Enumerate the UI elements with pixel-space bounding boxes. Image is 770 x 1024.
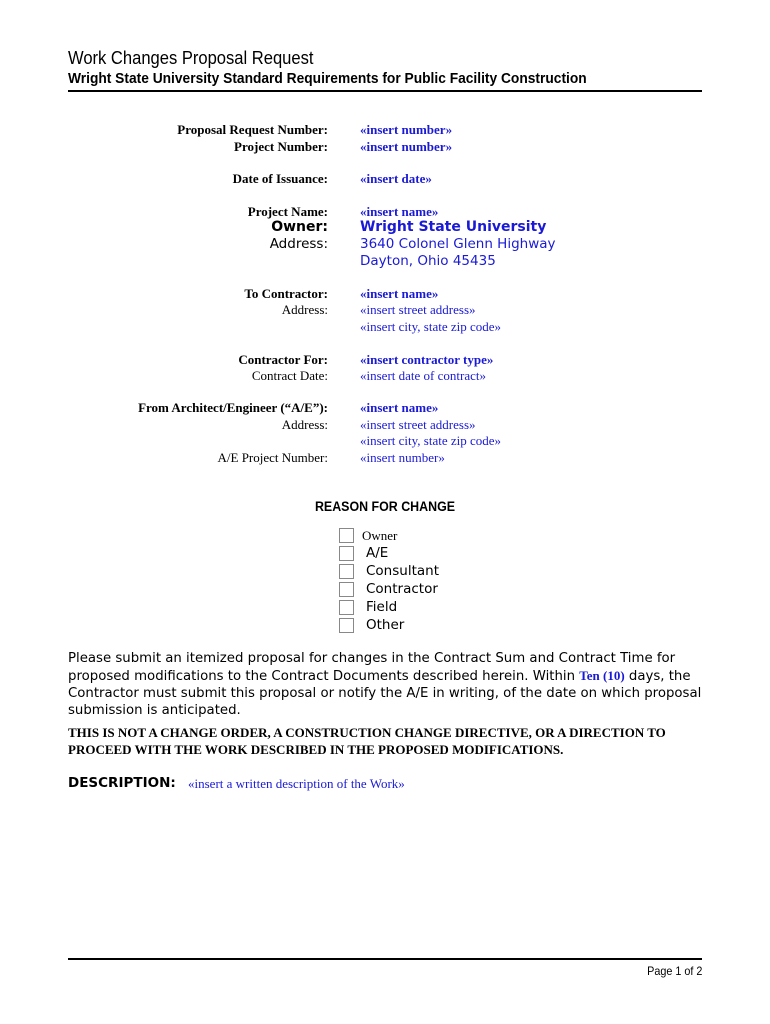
field-label: To Contractor:	[244, 286, 328, 301]
checkbox-label: Other	[366, 617, 405, 633]
checkbox[interactable]	[339, 528, 354, 543]
checkbox-label: Owner	[362, 528, 398, 543]
notice-text: THIS IS NOT A CHANGE ORDER, A CONSTRUCTION CHANGE DIRECTIVE, OR A DIRECTION TO PROCEED WITH THE WORK DESCRIBED IN THE PROPOSED MODIFICATIONS.	[68, 725, 666, 757]
instructions-text-end: days, the Contractor must submit this proposal or notify the A/E in writing, of the date on which proposal submission is anticipated.	[68, 669, 702, 718]
document-title: Work Changes Proposal Request	[68, 48, 314, 68]
field-label: Owner:	[271, 219, 328, 235]
field-label: Contractor For:	[238, 352, 328, 367]
field-proposal-request-number	[0, 122, 770, 139]
field-project-number	[0, 139, 770, 156]
field-label: A/E Project Number:	[217, 450, 328, 465]
field-owner-address	[0, 236, 770, 253]
footer-divider	[68, 958, 702, 960]
field-label: Address:	[269, 236, 328, 252]
checkbox-label: Field	[366, 599, 398, 615]
field-owner	[0, 219, 770, 236]
document-subtitle: Wright State University Standard Requirements for Public Facility Construction	[68, 71, 587, 87]
field-label: Address:	[281, 417, 328, 432]
checkbox-label: A/E	[366, 545, 389, 561]
reason-option-ae[interactable]	[339, 545, 539, 563]
checkbox[interactable]	[339, 546, 354, 561]
field-ae-project-number	[0, 450, 770, 467]
reason-heading: REASON FOR CHANGE	[314, 499, 456, 514]
field-label: Contract Date:	[251, 368, 328, 383]
days-value[interactable]: Ten (10)	[579, 668, 625, 683]
checkbox[interactable]	[339, 564, 354, 579]
reason-option-field[interactable]	[339, 599, 539, 617]
checkbox-label: Contractor	[366, 581, 438, 597]
field-value[interactable]: «insert name»	[360, 400, 439, 415]
field-value[interactable]: «insert street address»	[360, 417, 476, 432]
field-to-contractor	[0, 286, 770, 303]
field-label: Address:	[281, 302, 328, 317]
reason-option-contractor[interactable]	[339, 581, 539, 599]
reason-option-consultant[interactable]	[339, 563, 539, 581]
checkbox[interactable]	[339, 600, 354, 615]
field-architect-address	[0, 417, 770, 434]
field-label: Date of Issuance:	[232, 171, 328, 186]
field-contractor-city	[0, 319, 770, 336]
reason-option-other[interactable]	[339, 617, 539, 635]
field-value[interactable]: «insert city, state zip code»	[360, 319, 502, 334]
field-label: Project Number:	[234, 139, 328, 154]
field-value[interactable]: «insert name»	[360, 204, 439, 219]
field-architect-city	[0, 433, 770, 450]
field-value[interactable]: «insert number»	[360, 122, 453, 137]
field-value[interactable]: Wright State University	[360, 219, 547, 235]
field-value[interactable]: «insert street address»	[360, 302, 476, 317]
field-label: Project Name:	[247, 204, 328, 219]
field-value[interactable]: Dayton, Ohio 45435	[360, 253, 496, 269]
header-divider	[68, 90, 702, 92]
field-value[interactable]: «insert number»	[360, 450, 445, 465]
instructions-paragraph	[68, 650, 708, 719]
checkbox[interactable]	[339, 618, 354, 633]
field-from-architect	[0, 400, 770, 417]
field-contractor-for	[0, 352, 770, 369]
checkbox-label: Consultant	[366, 563, 439, 579]
field-value[interactable]: «insert date of contract»	[360, 368, 486, 383]
field-value[interactable]: «insert number»	[360, 139, 453, 154]
field-date-of-issuance	[0, 171, 770, 188]
field-contract-date	[0, 368, 770, 385]
field-value[interactable]: «insert date»	[360, 171, 432, 186]
field-contractor-address	[0, 302, 770, 319]
description-value[interactable]: «insert a written description of the Work»	[188, 776, 405, 791]
field-label: Proposal Request Number:	[177, 122, 328, 137]
field-value[interactable]: «insert name»	[360, 286, 439, 301]
field-value[interactable]: «insert city, state zip code»	[360, 433, 502, 448]
reason-option-owner[interactable]	[339, 527, 539, 545]
field-value[interactable]: «insert contractor type»	[360, 352, 494, 367]
field-owner-city	[0, 253, 770, 270]
instructions-text: Please submit an itemized proposal for changes in the Contract Sum and Contract Time for proposed modifications to the Contract Documents described herein. Within	[68, 651, 676, 684]
description-label: DESCRIPTION:	[68, 775, 176, 791]
field-value[interactable]: 3640 Colonel Glenn Highway	[360, 236, 556, 252]
page-number: Page 1 of 2	[646, 964, 702, 978]
field-label: From Architect/Engineer (“A/E”):	[138, 400, 328, 415]
checkbox[interactable]	[339, 582, 354, 597]
